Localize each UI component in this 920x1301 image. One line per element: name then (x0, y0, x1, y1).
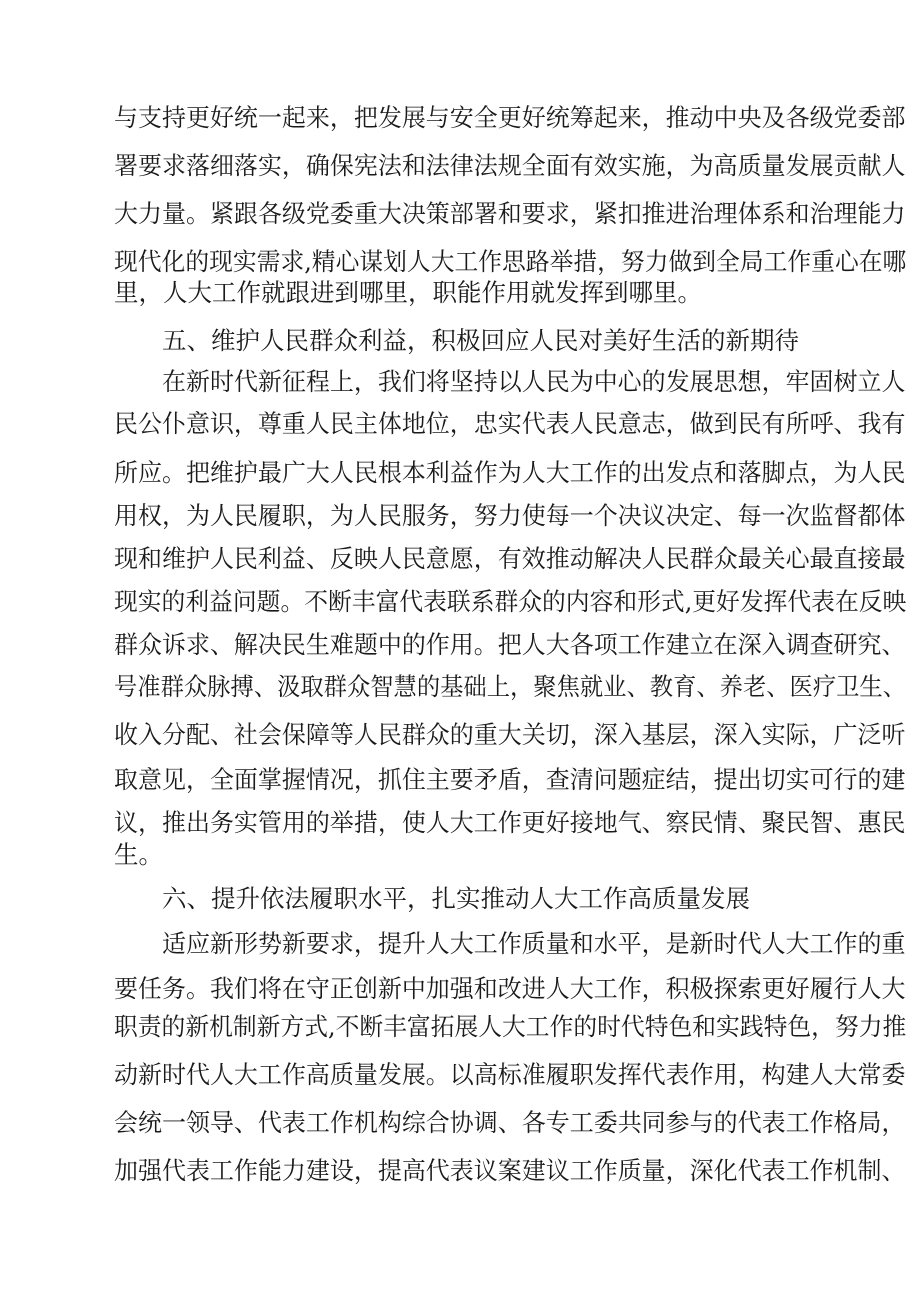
body-line: 生。 (114, 840, 163, 869)
body-line: 收入分配、社会保障等人民群众的重大关切，深入基层，深入实际，广泛听 (114, 720, 906, 749)
body-line: 号准群众脉搏、汲取群众智慧的基础上，聚焦就业、教育、养老、医疗卫生、 (114, 672, 907, 701)
body-line: 要任务。我们将在守正创新中加强和改进人大工作，积极探索更好履行人大 (114, 974, 906, 1003)
body-line: 与支持更好统一起来，把发展与安全更好统筹起来，推动中央及各级党委部 (114, 103, 906, 132)
section-heading: 六、提升依法履职水平，扎实推动人大工作高质量发展 (162, 884, 750, 913)
body-line: 里，人大工作就跟进到哪里，职能作用就发挥到哪里。 (114, 278, 702, 307)
body-line: 取意见，全面掌握情况，抓住主要矛盾，查清问题症结，提出切实可行的建 (114, 765, 906, 794)
body-line: 现和维护人民利益、反映人民意愿，有效推动解决人民群众最关心最直接最 (114, 544, 906, 573)
body-line: 现代化的现实需求,精心谋划人大工作思路举措，努力做到全局工作重心在哪 (114, 247, 907, 276)
body-line: 会统一领导、代表工作机构综合协调、各专工委共同参与的代表工作格局， (114, 1108, 906, 1137)
body-line: 大力量。紧跟各级党委重大决策部署和要求，紧扣推进治理体系和治理能力 (114, 199, 906, 228)
body-line: 动新时代人大工作高质量发展。以高标准履职发挥代表作用，构建人大常委 (114, 1060, 906, 1089)
body-line: 加强代表工作能力建设，提高代表议案建议工作质量，深化代表工作机制、 (114, 1156, 906, 1185)
body-line: 议，推出务实管用的举措，使人大工作更好接地气、察民情、聚民智、惠民 (114, 808, 906, 837)
body-line: 所应。把维护最广大人民根本利益作为人大工作的出发点和落脚点，为人民 (114, 458, 906, 487)
body-line: 署要求落细落实，确保宪法和法律法规全面有效实施，为高质量发展贡献人 (114, 151, 906, 180)
body-line: 用权，为人民履职，为人民服务，努力使每一个决议决定、每一次监督都体 (114, 501, 906, 530)
body-line: 现实的利益问题。不断丰富代表联系群众的内容和形式,更好发挥代表在反映 (114, 587, 907, 616)
body-line: 群众诉求、解决民生难题中的作用。把人大各项工作建立在深入调查研究、 (114, 630, 906, 659)
section-heading: 五、维护人民群众利益，积极回应人民对美好生活的新期待 (162, 326, 799, 355)
body-line: 职责的新机制新方式,不断丰富拓展人大工作的时代特色和实践特色，努力推 (114, 1012, 907, 1041)
body-line: 在新时代新征程上，我们将坚持以人民为中心的发展思想，牢固树立人 (162, 367, 906, 396)
body-line: 民公仆意识，尊重人民主体地位，忠实代表人民意志，做到民有所呼、我有 (114, 409, 906, 438)
body-line: 适应新形势新要求，提升人大工作质量和水平，是新时代人大工作的重 (162, 929, 906, 958)
